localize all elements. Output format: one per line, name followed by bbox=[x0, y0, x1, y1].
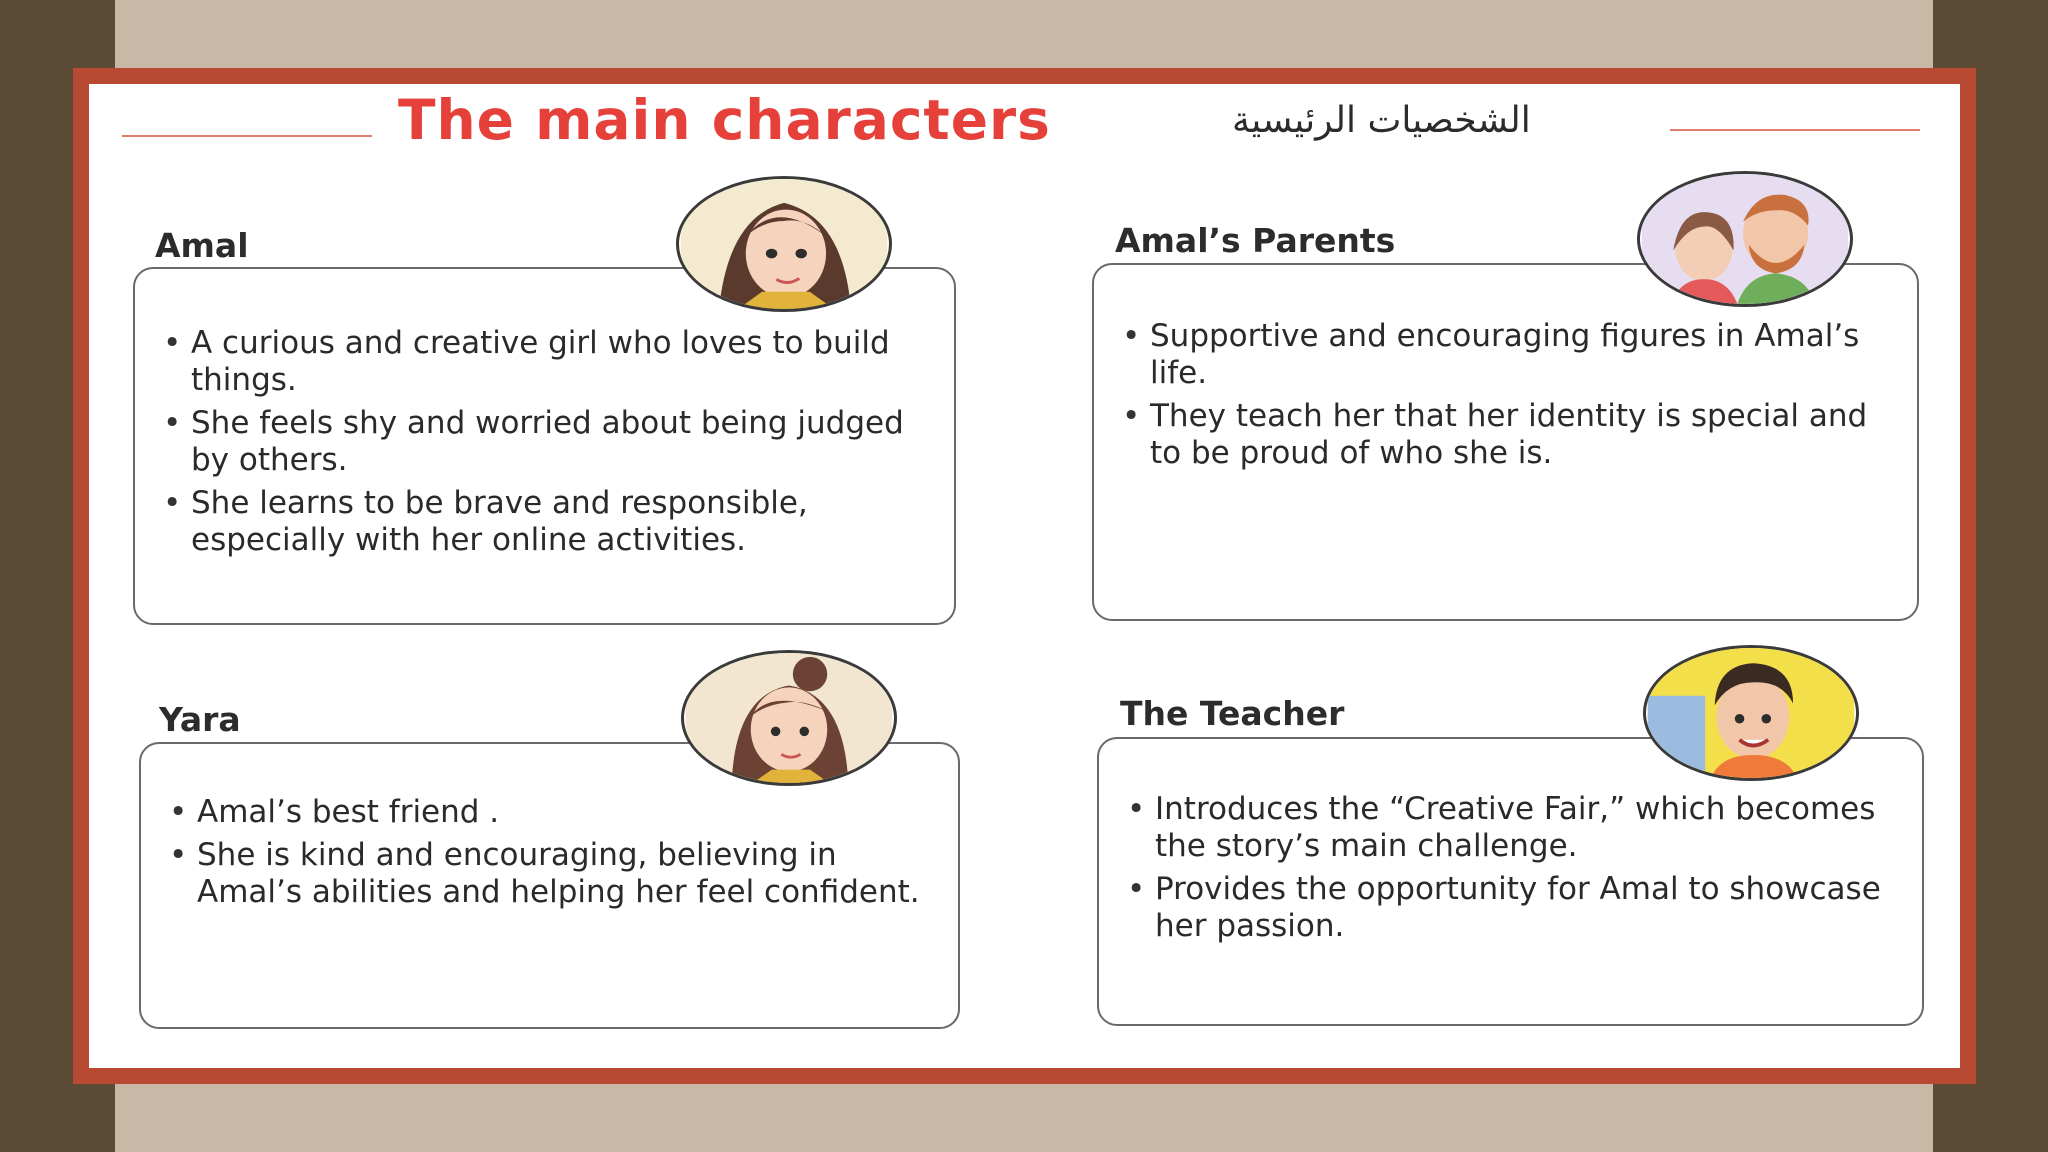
character-description-box bbox=[133, 267, 956, 625]
title-rule-right bbox=[1670, 129, 1920, 131]
page-title: The main characters bbox=[398, 88, 1051, 152]
parents-portrait-icon bbox=[1637, 171, 1853, 307]
girl-portrait-icon bbox=[676, 176, 892, 312]
bullet-list bbox=[161, 325, 914, 559]
page-title-arabic: الشخصيات الرئيسية bbox=[1232, 100, 1531, 141]
list-item: • Amal’s best friend . bbox=[167, 794, 928, 831]
character-name: Amal bbox=[155, 226, 249, 265]
list-item: • A curious and creative girl who loves to build things. bbox=[161, 325, 914, 399]
title-rule-left bbox=[122, 135, 372, 137]
bullet-list bbox=[1120, 318, 1893, 472]
character-name: Yara bbox=[159, 700, 241, 739]
character-description-box bbox=[139, 742, 960, 1029]
list-item: • She is kind and encouraging, believing in Amal’s abilities and helping her feel confident. bbox=[167, 837, 928, 911]
list-item: • They teach her that her identity is special and to be proud of who she is. bbox=[1120, 398, 1893, 472]
list-item: • Introduces the “Creative Fair,” which becomes the story’s main challenge. bbox=[1125, 791, 1898, 865]
list-item: • She learns to be brave and responsible, especially with her online activities. bbox=[161, 485, 914, 559]
character-description-box bbox=[1097, 737, 1924, 1026]
teacher-portrait-icon bbox=[1643, 645, 1859, 781]
character-description-box bbox=[1092, 263, 1919, 621]
character-name: Amal’s Parents bbox=[1115, 221, 1396, 260]
list-item: • Supportive and encouraging figures in Amal’s life. bbox=[1120, 318, 1893, 392]
list-item: • She feels shy and worried about being judged by others. bbox=[161, 405, 914, 479]
bullet-list bbox=[1125, 791, 1898, 945]
girl-portrait-icon bbox=[681, 650, 897, 786]
character-name: The Teacher bbox=[1120, 694, 1345, 733]
bullet-list bbox=[167, 794, 928, 911]
list-item: • Provides the opportunity for Amal to showcase her passion. bbox=[1125, 871, 1898, 945]
